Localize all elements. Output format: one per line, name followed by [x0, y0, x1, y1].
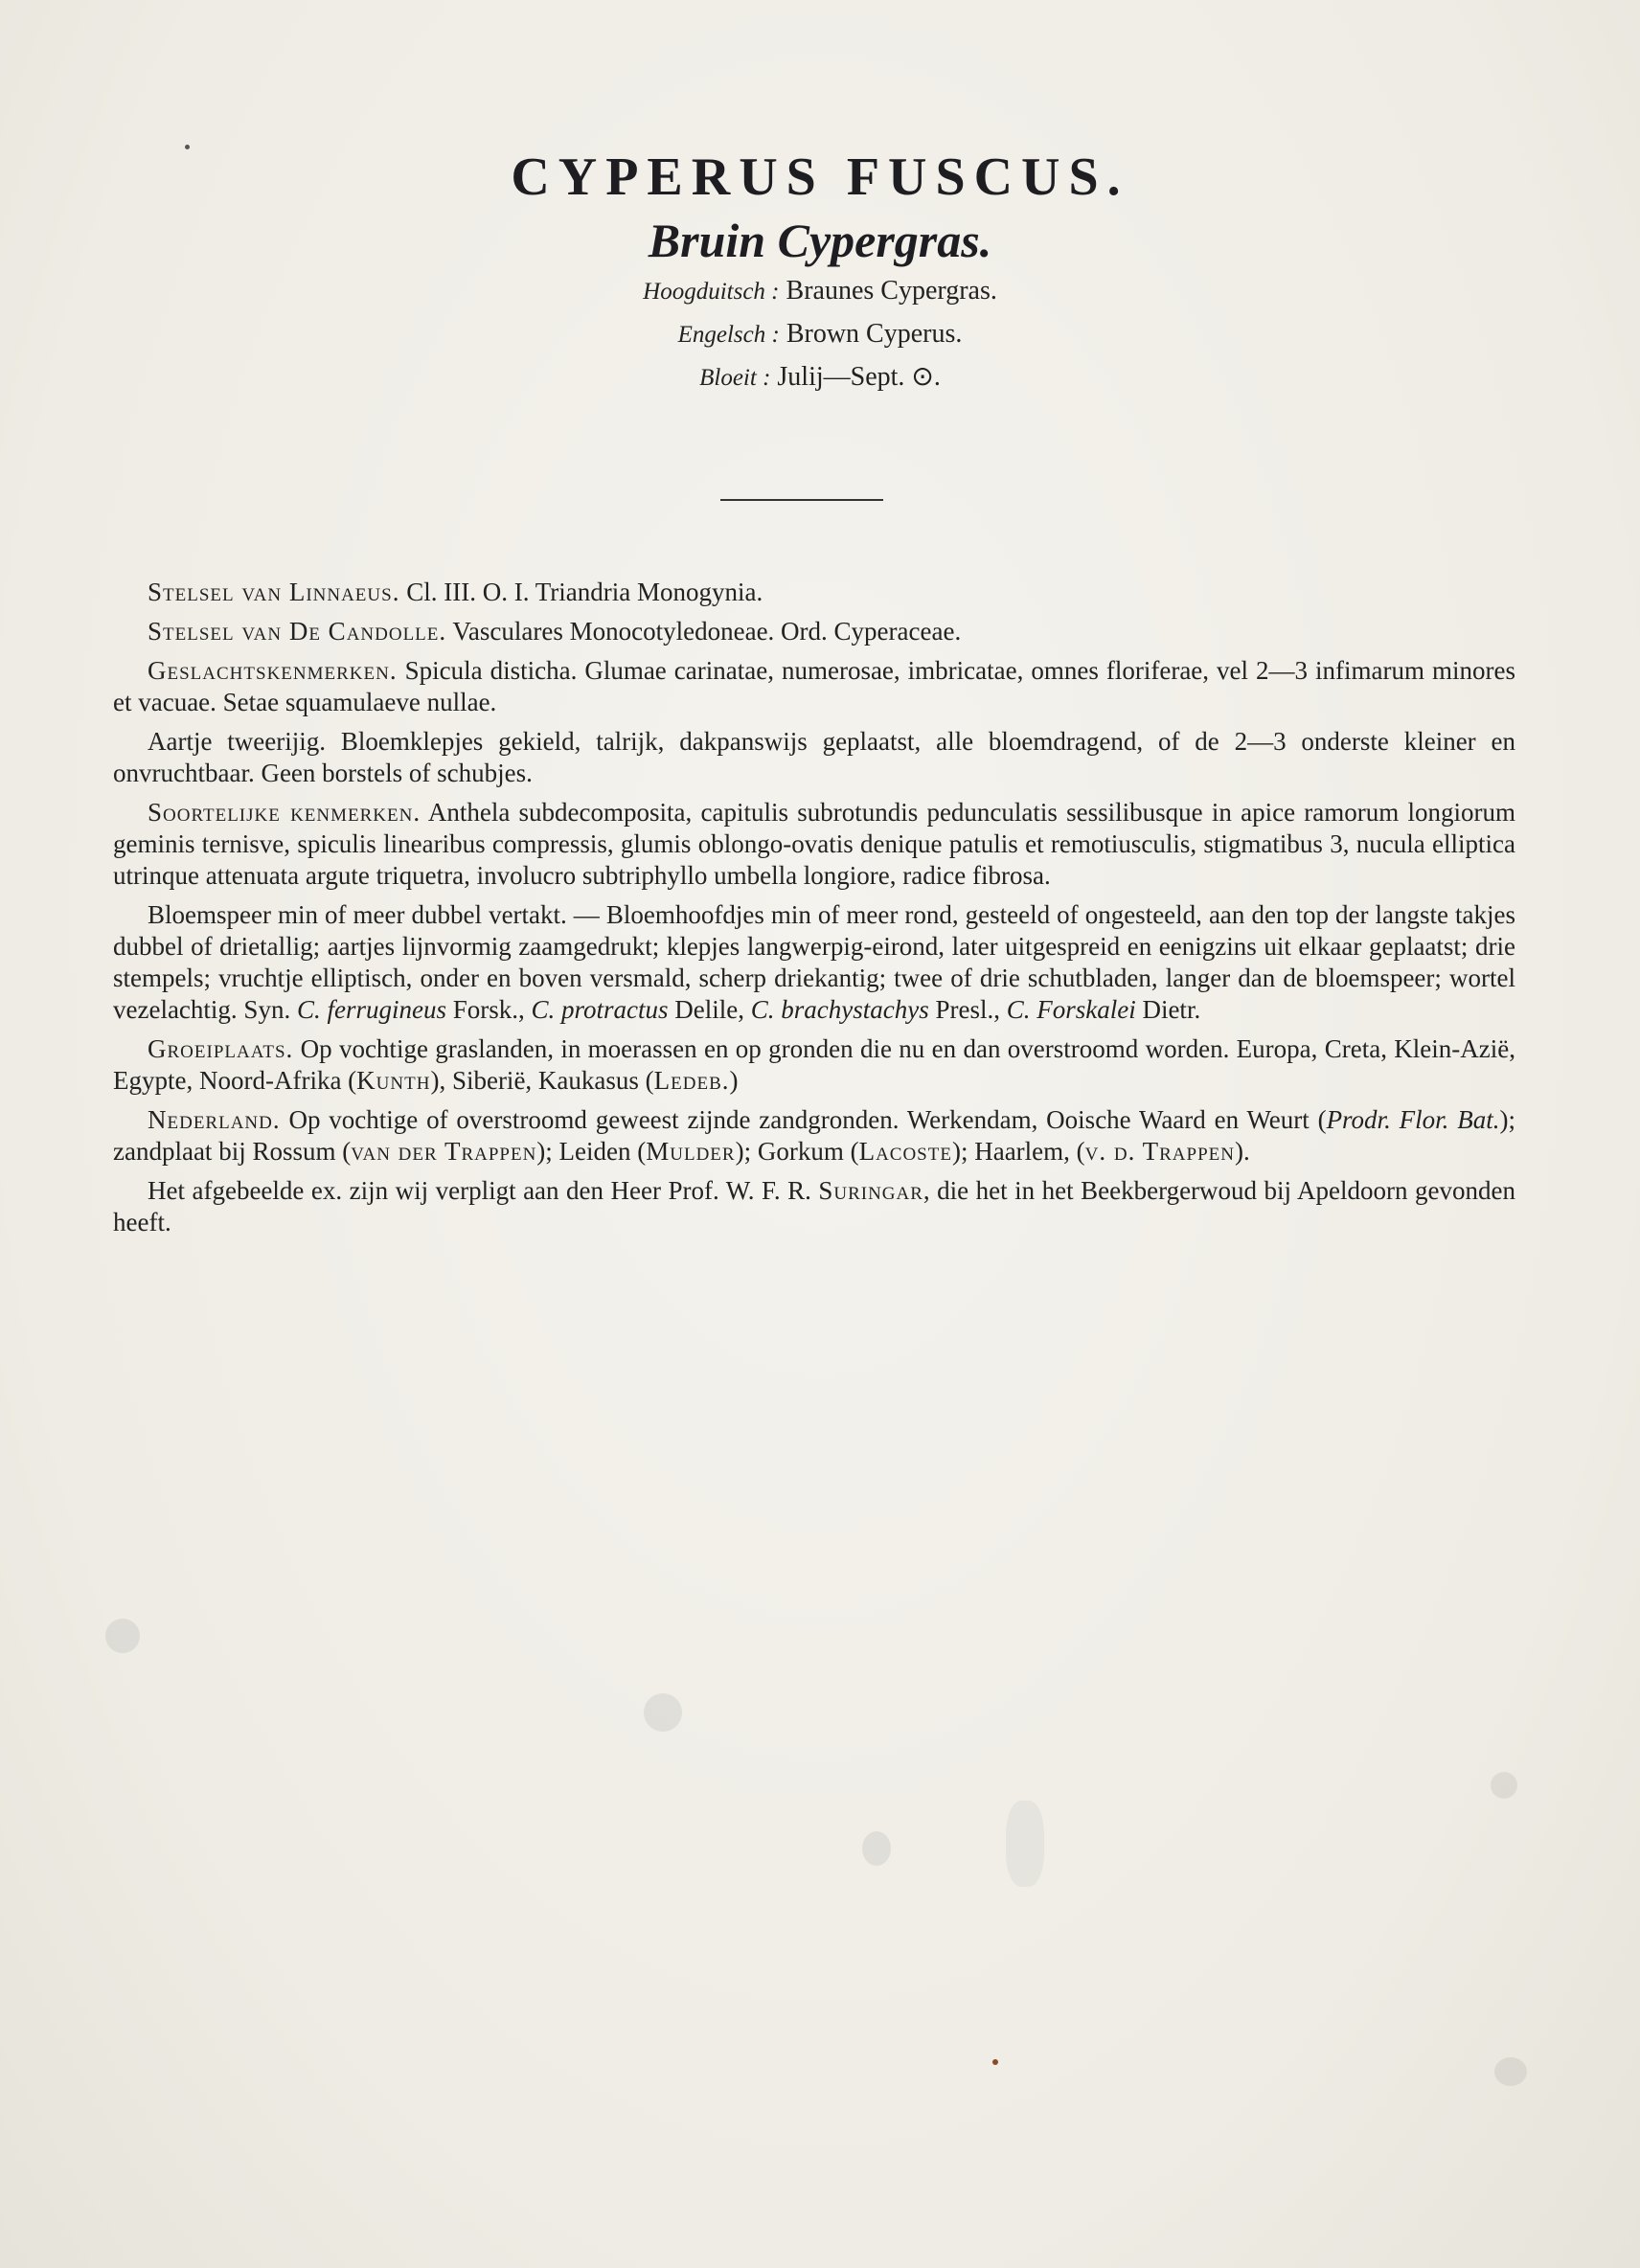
netherlands-distribution	[113, 1104, 1515, 1168]
paragraph-text: Vasculares Monocotyledoneae. Ord. Cyperaceae.	[446, 617, 962, 646]
paragraph-text: ).	[1234, 1137, 1250, 1166]
section-heading: Stelsel van De Candolle.	[148, 617, 447, 646]
paper-stain	[105, 1619, 140, 1653]
description-body	[113, 577, 1515, 1246]
english-value: Brown Cyperus.	[786, 319, 963, 349]
species-characters-dutch	[113, 899, 1515, 1026]
paragraph-text: ); zandplaat bij Rossum (	[113, 1105, 1515, 1166]
paragraph-text: Het afgebeelde ex. zijn wij verpligt aan den Heer Prof. W. F. R.	[148, 1176, 819, 1205]
paragraph-text: Spicula disticha. Glumae carinatae, numerosae, imbricatae, omnes floriferae, vel 2—3 infimarum minores et vacuae. Setae squamulaeve nullae.	[113, 656, 1515, 716]
paragraph-text: )	[729, 1066, 739, 1095]
german-label: Hoogduitsch :	[643, 279, 780, 305]
german-name-line	[0, 270, 1640, 313]
paper-stain	[1491, 1772, 1517, 1799]
synonym-author: Delile,	[668, 995, 751, 1024]
synonym-author: Presl.,	[928, 995, 1007, 1024]
section-heading: Stelsel van Linnaeus.	[148, 578, 400, 606]
author-name: v. d. Trappen	[1084, 1137, 1235, 1166]
section-heading: Soortelijke kenmerken.	[148, 798, 421, 827]
section-heading: Groeiplaats.	[148, 1034, 294, 1063]
synonym-author: Dietr.	[1135, 995, 1201, 1024]
flowering-line	[0, 356, 1640, 399]
paragraph-text: ); Leiden (	[536, 1137, 647, 1166]
linnaeus-system	[113, 577, 1515, 608]
species-characters-latin	[113, 797, 1515, 892]
author-name: Lacoste	[858, 1137, 952, 1166]
synonym: C. brachystachys	[750, 995, 929, 1024]
candolle-system	[113, 616, 1515, 647]
flowering-value: Julij—Sept. ⊙.	[777, 362, 941, 392]
paper-stain	[1006, 1801, 1044, 1887]
paragraph-text: ); Gorkum (	[735, 1137, 859, 1166]
german-value: Braunes Cypergras.	[786, 276, 997, 306]
paragraph-text: Anthela subdecomposita, capitulis subrotundis pedunculatis sessilibusque in apice ramorum longiorum geminis ternisve, spiculis linearibus compressis, glumis oblongo-ovatis denique patulis et remotiusculis, stigmatibus 3, nucula elliptica utrinque attenuata argute triquetra, involucro subtriphyllo umbella longiore, radice fibrosa.	[113, 798, 1515, 890]
speck	[992, 2059, 998, 2065]
paragraph-text: Cl. III. O. I. Triandria Monogynia.	[399, 578, 763, 606]
paragraph-text: Op vochtige graslanden, in moerassen en op gronden die nu en dan overstroomd worden. Europa, Creta, Klein-Azië, Egypte, Noord-Afrika (	[113, 1034, 1515, 1095]
paragraph-text: , die het in het Beekbergerwoud bij Apeldoorn gevonden heeft.	[113, 1176, 1515, 1236]
species-title: CYPERUS FUSCUS.	[511, 147, 1129, 207]
habitat	[113, 1033, 1515, 1097]
synonym: C. Forskalei	[1006, 995, 1136, 1024]
synonym-author: Forsk.,	[445, 995, 532, 1024]
specimen-note	[113, 1175, 1515, 1238]
flowering-label: Bloeit :	[699, 365, 771, 391]
english-name-line	[0, 313, 1640, 356]
reference-title: Prodr. Flor. Bat.	[1326, 1105, 1500, 1134]
english-label: Engelsch :	[677, 322, 780, 348]
author-name: Mulder	[646, 1137, 736, 1166]
genus-characters-dutch	[113, 726, 1515, 789]
common-name: Bruin Cypergras.	[648, 214, 992, 267]
paper-stain	[644, 1693, 682, 1732]
paragraph-text: ); Haarlem, (	[951, 1137, 1085, 1166]
paper-stain	[862, 1831, 891, 1866]
paragraph-text: ), Siberië, Kaukasus (	[430, 1066, 654, 1095]
divider	[720, 499, 883, 501]
paragraph-text: Bloemspeer min of meer dubbel vertakt. — Bloemhoofdjes min of meer rond, gesteeld of ongesteeld, aan den top der langste takjes dubbel of drietallig; aartjes lijnvormig zaamgedrukt; klepjes langwerpig-eirond, later uitgespreid en eenigzins uit elkaar geplaatst; drie stempels; vruchtje elliptisch, onder en boven versmald, scherp driekantig; twee of drie schutbladen, langer dan de bloemspeer; wortel vezelachtig. Syn.	[113, 900, 1515, 1024]
page-header	[0, 144, 1640, 399]
section-heading: Geslachtskenmerken.	[148, 656, 398, 685]
genus-characters-latin	[113, 655, 1515, 718]
author-name: Ledeb.	[653, 1066, 730, 1095]
section-heading: Nederland.	[148, 1105, 281, 1134]
author-name: van der Trappen	[351, 1137, 537, 1166]
paper-stain	[1494, 2057, 1527, 2086]
synonym: C. ferrugineus	[296, 995, 446, 1024]
paragraph-text: Op vochtige of overstroomd geweest zijnde zandgronden. Werkendam, Ooische Waard en Weurt (	[280, 1105, 1327, 1134]
author-name: Kunth	[356, 1066, 431, 1095]
synonym: C. protractus	[531, 995, 669, 1024]
paragraph-text: Aartje tweerijig. Bloemklepjes gekield, talrijk, dakpanswijs geplaatst, alle bloemdragend, of de 2—3 onderste kleiner en onvruchtbaar. Geen borstels of schubjes.	[113, 727, 1515, 787]
author-name: Suringar	[818, 1176, 923, 1205]
